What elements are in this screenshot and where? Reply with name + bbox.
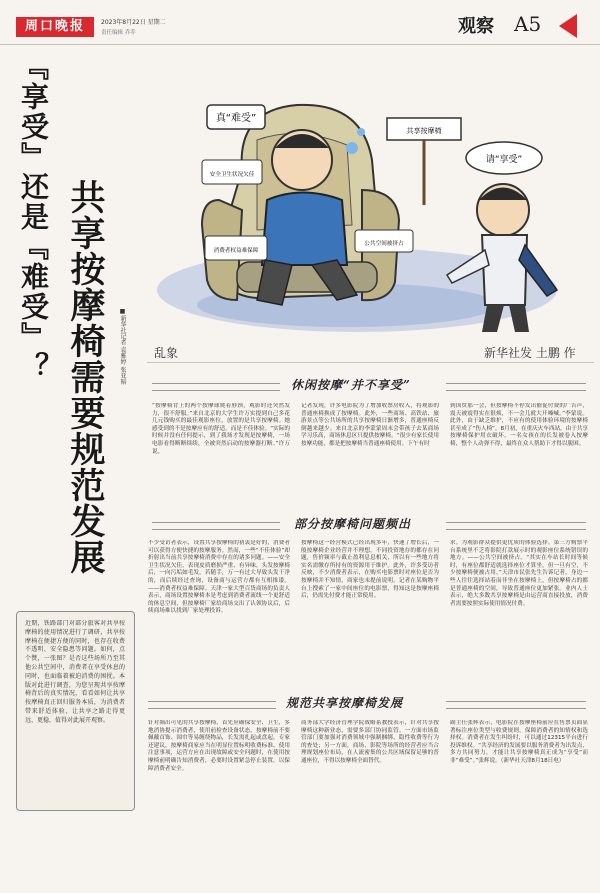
body-column: 按摩椅这一经营模式已经出现多年，快速了增长后，一般按摩椅企业经营并不理想，不同投资地存的都存在问题，售价频率与截止盈利息息相关，所以有一些地方将实名需缴存所持有的资源用于维护。此外，许多受访者反映，不少消费者表示，在购买电影票时对座位是否为按摩椅并不知情，商家也未提前说明。记者在某购物平台上搜索了一家中间座位的电影票，得知这是按摩座椅后，仍需先付费才能正常使用。	[301, 540, 439, 600]
editor-credit: 责任编辑 乔乔	[101, 30, 136, 36]
editorial-cartoon	[147, 50, 594, 342]
newspaper-logo: 周口晚报	[16, 17, 94, 37]
body-column: 记者发现，许多电影院为了增加收票房收入，将观影的普通座椅换成了按摩椅。此外，一些商场、高铁站、旅游景点等公共场所的共享按摩椅日渐增多，普通座椅反倒越来越少。来自北京的李蒙蒙周末会带孩子去某商场学习乐高，商场休息区只提供按摩椅。“很少有家长使用按摩功能，都是把按摩椅当普通座椅使用。下午有时	[301, 403, 439, 447]
editor-note-text: 近期，铁路部门对部分旅客对共享按摩椅的使用情况进行了调研，共享按摩椅在便捷方便的同时，也存在收费不透明、安全隐患等问题。如何，点个赞，一张图？是否这些场所乃至其他公共空间中，消费者在享受休息的同时，也面临着被迫消费的困扰。本版对此进行调查，为您呈现共享按摩椅背后的真实情况，看看如何让共享按摩椅真正回归服务本质，为消费者带来舒适体验，让共享之路走得更远、更稳，值得对此展开观察。	[25, 620, 125, 724]
subhead-rule-right	[446, 383, 586, 391]
cartoon-caption: 乱象	[154, 346, 179, 360]
subhead-rule-left	[148, 701, 276, 709]
cartoon-illustration	[147, 50, 594, 342]
bubble-right-text: 请“享受”	[485, 155, 523, 165]
subhead-rule-left	[152, 383, 280, 391]
page-number: A5	[514, 12, 542, 36]
body-column: 求。为观影群众提供更优质的体验选择。第三方购票平台系统里不乏将影院打款展示时的观影座位系统错误的地方。——公共空间被挤占。“其实在车站长时间等候时，有座位都舒适就选择座位才算坐，但一旦有空，不少按摩椅便被占用。”天津市民张先生告诉记者，身边一些人往往选择站着而非坐在按摩椅上，但按摩椅占的都是普通座椅的空间，导致普通座位更加紧张。业内人士表示，绝大多数共享按摩椅是由运营商直接投放，消费者需要按照实际使用情况付费。	[450, 540, 588, 607]
body-column: 针对频出可见的共享按摩椅，首先应确保安全、卫生，多地消协提示消费者，使用前检查设备状态，按摩椅前不要佩戴首饰、围巾等易缠绕物品，长发需扎起或盘起。专家还建议，按摩椅商家应当在明显位置标明收费标准、使用注意事项，运营方应在出现故障或安全问题时，在使用按摩椅前明确告知消费者，必要时设置紧急停止装置，以保障消费者安全。	[148, 720, 290, 772]
body-column: 商务部大学经济管理学院战略系教授表示，针对共享按摩椅这种新业态，需要多部门协同监管。一方面市场监管部门要加强对消费领域中强制捆绑、隐性收费等行为的查处；另一方面，商场、影院等场所的经营者应当合理规划座位布局，在人流密集的公共区域保留足够的普通座位，不得以按摩椅全面替代。	[301, 720, 439, 764]
tag-space: 公共空间被挤占	[364, 241, 404, 247]
section-heading-1: 休闲按摩“并不享受”	[291, 378, 411, 392]
subhead-rule-left	[152, 522, 280, 530]
masthead	[0, 0, 600, 45]
tag-rights: 消费者权益难保障	[213, 248, 259, 254]
section-heading-2: 部分按摩椅问题频出	[294, 517, 412, 531]
sign-text: 共享按摩椅	[406, 127, 442, 135]
subhead-rule-right	[446, 522, 586, 530]
body-column: “按摩椅背上的两个按摩球爬着脖颈，观影时还突然发力，很不舒服。”来自北京的大学生许万实提到自己多花几元钱购买的最佳观影座位，放置的是共享按摩椅。她感受到的不是按摩应有的舒适，而是不佳体验。“实际的时候并没有任何提示，到了我场才发现是按摩椅，一场电影看得断断续续，全被突然启动的按摩器打断。”许万说。	[152, 403, 290, 455]
body-column: 副主任张辉表示，电影院在按摩座椅前应在售票页面显著标注座位类型与收费规则，保障消费者的知情权和选择权。消费者在发生纠纷时，可以通过12315平台进行投诉维权。“共享经济的发展要以服务消费者为出发点，多方共同努力，才能让共享按摩椅真正成为“享受”而非“难受”。”张辉说。（新华社天津8月18日电）	[450, 720, 588, 764]
issue-date: 2023年8月22日 星期二	[101, 19, 166, 26]
bubble-left-text: 真“难受”	[215, 113, 257, 124]
sub-headline: 『享受』还是『难受』？	[17, 52, 50, 382]
main-headline: 共享按摩椅需要规范发展	[65, 179, 106, 575]
cartoon-credit: 新华社发 土鹏 作	[484, 346, 576, 360]
byline: ■新华社记者 袁雅婷 张亚韬	[119, 308, 126, 385]
tag-safety: 安全卫生状况欠佳	[209, 172, 255, 178]
page-tab-arrow-icon	[559, 14, 577, 38]
editor-note-box	[16, 611, 135, 811]
subhead-rule-right	[446, 701, 586, 709]
body-column: 到国贸那一会，但按摩椅不停发出催促付费的广告声，震天被震得实在很烦，不一会儿就大开嗓喊。”李蒙说。此外，由于缺乏维护，不应有的使用体验环境的按摩椅甚至成了“伤人椅”。8月初，在重庆火车西站，由于共享按摩椅保护用衣破坏，一名女孩在的长发被卷入按摩椅，整个人动弹不得，最终在众人帮助下才得以脱困。	[450, 403, 588, 447]
divider	[147, 362, 594, 363]
section-title: 观察	[458, 16, 494, 37]
section-heading-3: 规范共享按摩椅发展	[286, 696, 404, 710]
body-column: 不少受访者表示，设置共享按摩椅的初衷是好的，消费者可以获得方便快捷的按摩服务。然而，一些“不佳体验”却折射出当前共享按摩椅消费中存在的诸多问题。——安全卫生状况欠佳。表现皮质磨损严重、有异味，头发按摩椅后，一向污垢如毛发，若随手，万一有过大导致头发干净的，而后续经过查询，设备商与运营方都有互相推诿。——消费者权益难保障。天津一家大型百货商场的负责人表示，商场设置按摩椅本是考虑到消费者流线一个更舒适的休息空间，但按摩椅厂家给商场交出了认领协议后，后续商场难以找到厂家处理投诉。	[148, 540, 290, 615]
